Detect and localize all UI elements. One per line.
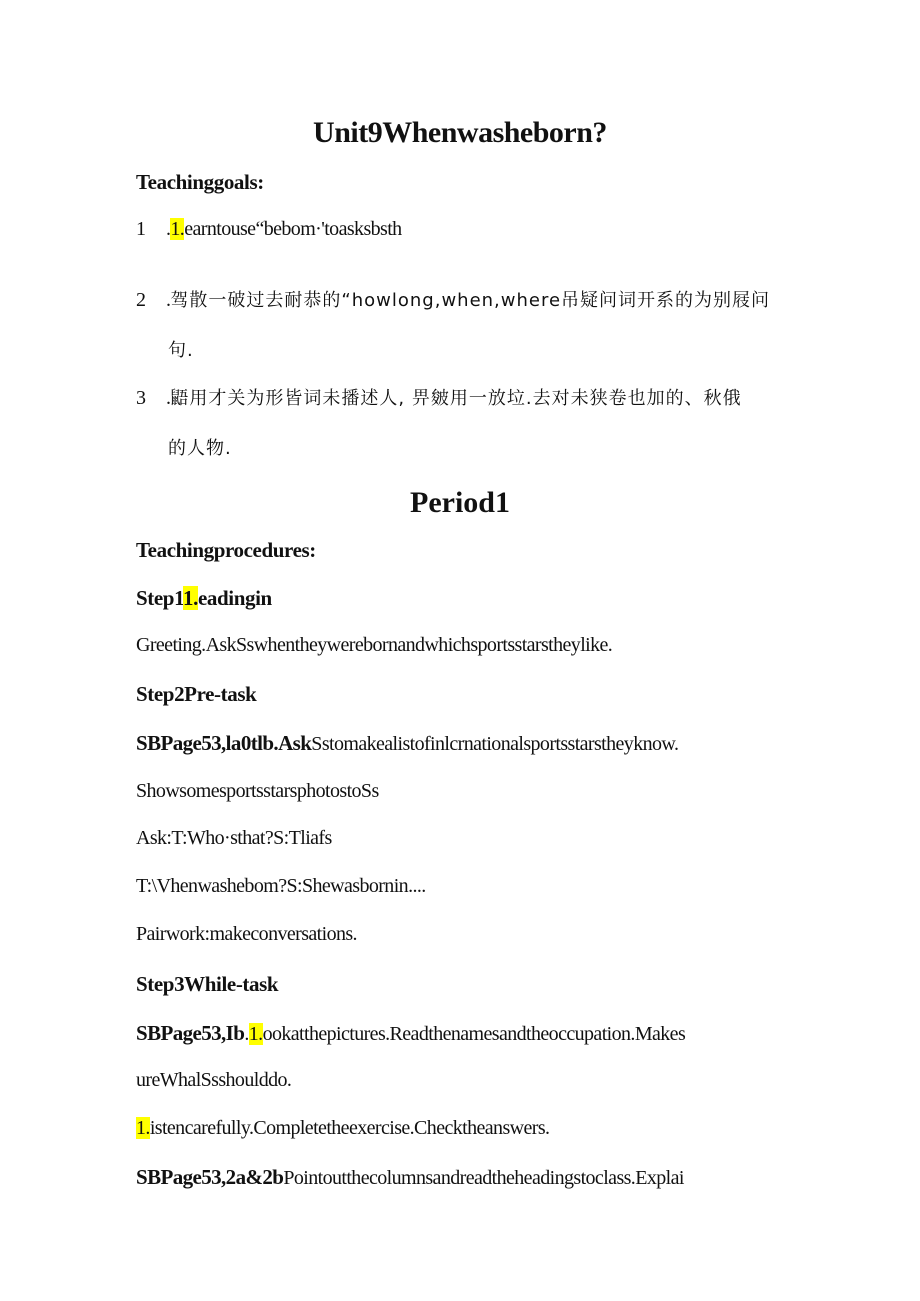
- highlighted-text: 1.: [136, 1117, 150, 1139]
- highlighted-text: 1.: [248, 1023, 263, 1045]
- goal-item-3-continuation: 的人物.: [168, 438, 232, 459]
- step-label: Step1: [136, 586, 184, 610]
- goal-text: 驾散一破过去耐恭的“howlong,when,where吊疑问词开系的为别屐问: [170, 290, 771, 311]
- step2-line-2: ShowsomesportsstarsphotostoSs: [136, 780, 379, 802]
- step3-heading: Step3While-task: [136, 972, 279, 996]
- goal-separator: .: [166, 289, 171, 311]
- step2-heading: Step2Pre-task: [136, 682, 257, 706]
- line-text: ookatthepictures.Readthenamesandtheoccupation.Makes: [262, 1023, 686, 1045]
- line-text: Pointoutthecolumnsandreadtheheadingstoclass.Explai: [283, 1167, 684, 1189]
- teaching-procedures-heading: Teachingprocedures:: [136, 538, 316, 562]
- page-reference: SBPage53,Ib: [136, 1021, 245, 1045]
- highlighted-text: 1.: [170, 218, 185, 240]
- goal-number: 1: [136, 218, 146, 240]
- goal-number: 3: [136, 387, 146, 409]
- unit-title: Unit9Whenwasheborn?: [313, 116, 607, 149]
- line-text: istencarefully.Completetheexercise.Checktheanswers.: [149, 1117, 550, 1139]
- period-title: Period1: [410, 486, 510, 519]
- line-text: Sstomakealistofinlcrnationalsportsstarstheyknow.: [311, 733, 679, 755]
- step2-line-5: Pairwork:makeconversations.: [136, 923, 357, 945]
- step-title: eadingin: [197, 586, 272, 610]
- goal-item-3: [136, 384, 742, 410]
- step2-line-3: Ask:T:Who·sthat?S:Tliafs: [136, 827, 332, 849]
- step3-line-3: [136, 1117, 549, 1140]
- goal-separator: .: [166, 218, 171, 240]
- goal-item-1: [136, 218, 402, 241]
- goal-text: 鼯用才关为形皆词未播述人, 畀皴用一放垃.去对未狭卷也加的、秋俄: [170, 388, 742, 409]
- goal-item-2-continuation: 句.: [168, 340, 194, 361]
- goal-item-2: [136, 286, 770, 312]
- page-reference: SBPage53,la0tlb.Ask: [136, 731, 312, 755]
- step1-text: Greeting.AskSswhentheywerebornandwhichsportsstarstheylike.: [136, 634, 613, 656]
- step2-line-1: [136, 731, 678, 756]
- step3-line-1: [136, 1021, 685, 1046]
- line-separator: .: [244, 1023, 249, 1045]
- step1-heading: [136, 586, 272, 611]
- teaching-goals-heading: Teachinggoals:: [136, 170, 264, 194]
- step3-line-2: ureWhalSsshoulddo.: [136, 1069, 292, 1091]
- step3-line-4: [136, 1165, 684, 1190]
- goal-number: 2: [136, 289, 146, 311]
- goal-text: earntouse“bebom·'toasksbsth: [184, 218, 402, 240]
- page-reference: SBPage53,2a&2b: [136, 1165, 284, 1189]
- step2-line-4: T:\Vhenwashebom?S:Shewasbornin....: [136, 875, 426, 897]
- highlighted-text: 1.: [183, 586, 198, 610]
- goal-separator: .: [166, 387, 171, 409]
